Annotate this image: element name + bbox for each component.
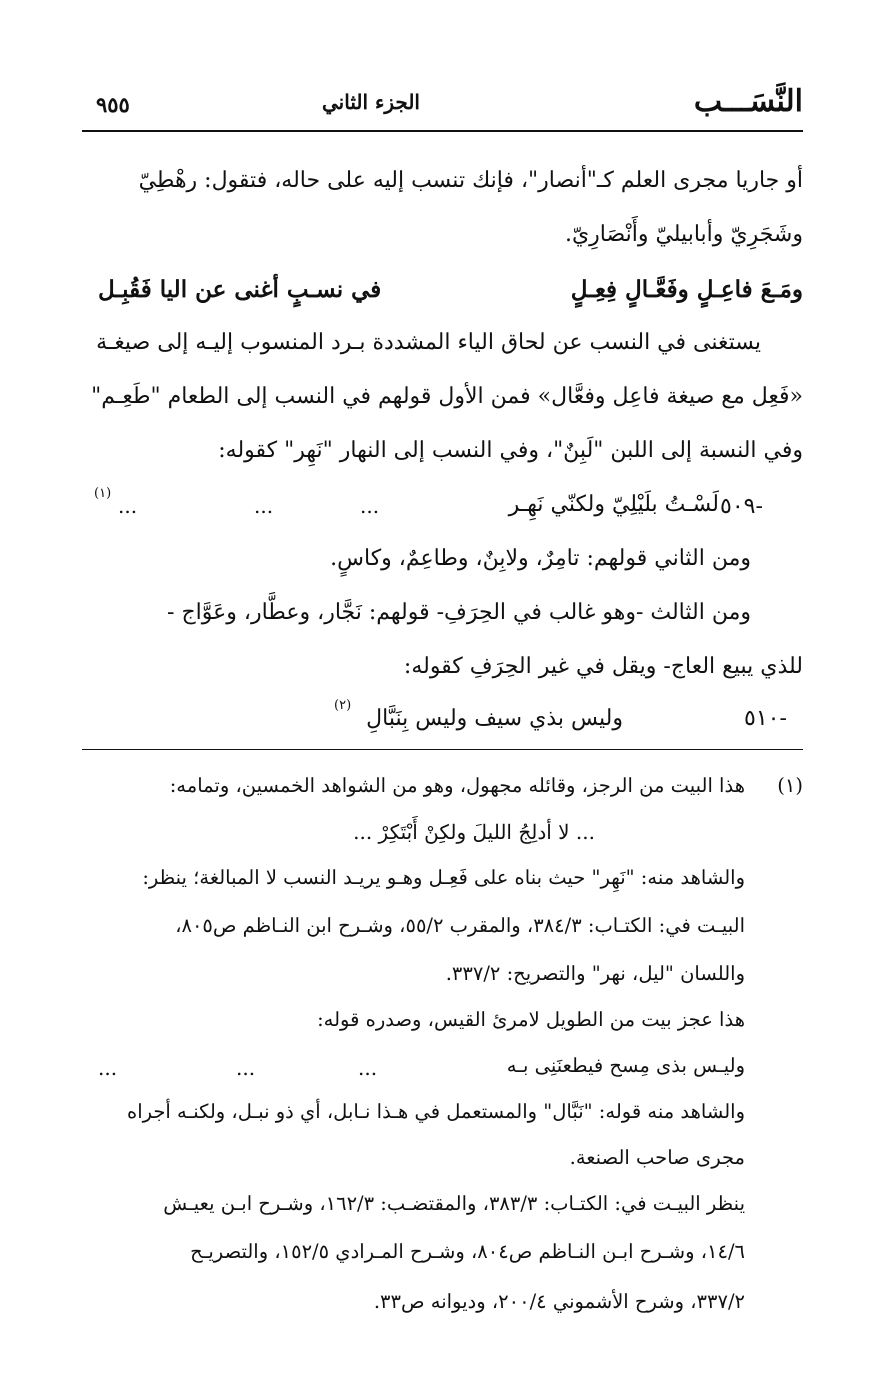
footnote-marker-2: (٢) bbox=[334, 698, 352, 713]
footnote-1-line-2: والشاهد منه: "نَهِر" حيث بناه على فَعِـل وهـو يريـد النسب لا المبالغة؛ ينظر: bbox=[142, 866, 745, 889]
footnote-2-line-1: هذا عجز بيت من الطويل لامرئ القيس، وصدره قوله: bbox=[317, 1008, 745, 1031]
footnote-1-verse: ... لا أدلِجُ الليلَ ولكِنْ أَبْتَكِرْ ... bbox=[353, 820, 595, 844]
paragraph-1-line-2: «فَعِل مع صيغة فاعِل وفعَّال» فمن الأول قولهم في النسب إلى الطعام "طَعِـم" bbox=[91, 384, 803, 409]
footnote-2-verse: وليـس بذى مِسح فيطعنَنِى بـه bbox=[506, 1054, 745, 1077]
paragraph-2: ومن الثاني قولهم: تامِرٌ، ولابِنٌ، وطاعِمٌ، وكاسٍ. bbox=[330, 546, 751, 571]
footnote-2-dots-2: ... bbox=[236, 1056, 256, 1080]
footnote-2-line-3: مجرى صاحب الصنعة. bbox=[569, 1146, 745, 1169]
footnote-2-line-2: والشاهد منه قوله: "نَبَّال" والمستعمل في هـذا نـابل، أي ذو نبـل، ولكنـه أجراه bbox=[126, 1100, 745, 1123]
shahid-509-dots-2: ... bbox=[254, 494, 274, 518]
page-number: ٩٥٥ bbox=[96, 92, 130, 117]
footnote-2-line-6: ٣٣٧/٢، وشرح الأشموني ٢٠٠/٤، وديوانه ص٣٣. bbox=[373, 1290, 745, 1313]
body-line-1: أو جاريا مجرى العلم كـ"أنصار"، فإنك تنسب إليه على حاله، فتقول: رهْطِيّ bbox=[138, 168, 803, 193]
shahid-510-text: وليس بذي سيف وليس بِنَبَّالِ bbox=[366, 706, 623, 731]
paragraph-1-line-1: يستغنى في النسب عن لحاق الياء المشددة بـرد المنسوب إليـه إلى صيغـة bbox=[96, 330, 761, 355]
footnote-1-line-4: واللسان "ليل، نهر" والتصريح: ٣٣٧/٢. bbox=[445, 962, 745, 985]
footnote-1-line-1: هذا البيت من الرجز، وقائله مجهول، وهو من الشواهد الخمسين، وتمامه: bbox=[169, 774, 745, 797]
footnote-1-line-3: البيـت في: الكتـاب: ٣٨٤/٣، والمقرب ٥٥/٢، وشـرح ابن النـاظم ص٨٠٥، bbox=[175, 914, 745, 937]
footnote-2-line-4: ينظر البيـت في: الكتـاب: ٣٨٣/٣، والمقتضـب: ١٦٢/٣، وشـرح ابـن يعيـش bbox=[163, 1192, 745, 1215]
shahid-509-text: لَسْـتُ بلَيْلِيّ ولكنّي نَهِـر bbox=[508, 492, 719, 517]
part-label: الجزء الثاني bbox=[322, 90, 420, 114]
footnote-1-mark: (١) bbox=[777, 774, 803, 797]
verse-hemistich-left: في نسـبٍ أغنى عن اليا فَقُبِـل bbox=[98, 276, 382, 303]
verse-hemistich-right: ومَـعَ فاعِـلٍ وفَعَّـالٍ فِعِـلٍ bbox=[570, 276, 803, 303]
shahid-509-dots-3: ... bbox=[118, 494, 138, 518]
shahid-509-dots-1: ... bbox=[360, 494, 380, 518]
header-rule bbox=[82, 130, 803, 132]
paragraph-3-line-1: ومن الثالث -وهو غالب في الحِرَفِ- قولهم: نَجَّار، وعطَّار، وعَوَّاج - bbox=[167, 600, 751, 625]
footnote-2-line-5: ١٤/٦، وشـرح ابـن النـاظم ص٨٠٤، وشـرح المـرادي ١٥٢/٥، والتصريـح bbox=[190, 1240, 745, 1263]
paragraph-1-line-3: وفي النسبة إلى اللبن "لَبِنٌ"، وفي النسب إلى النهار "نَهِر" كقوله: bbox=[218, 438, 803, 463]
chapter-title: النَّسَـــب bbox=[693, 84, 803, 119]
body-line-2: وشَجَرِيّ وأبابيليّ وأَنْصَارِيّ. bbox=[564, 222, 803, 247]
footnote-2-dots-3: ... bbox=[98, 1056, 118, 1080]
shahid-509-number: ٥٠٩- bbox=[720, 494, 763, 519]
footnote-rule bbox=[82, 749, 803, 750]
paragraph-3-line-2: للذي يبيع العاج- ويقل في غير الحِرَفِ كقوله: bbox=[403, 654, 803, 679]
footnote-marker-1: (١) bbox=[94, 486, 112, 501]
footnote-2-dots-1: ... bbox=[358, 1056, 378, 1080]
shahid-510-number: ٥١٠- bbox=[744, 706, 787, 731]
